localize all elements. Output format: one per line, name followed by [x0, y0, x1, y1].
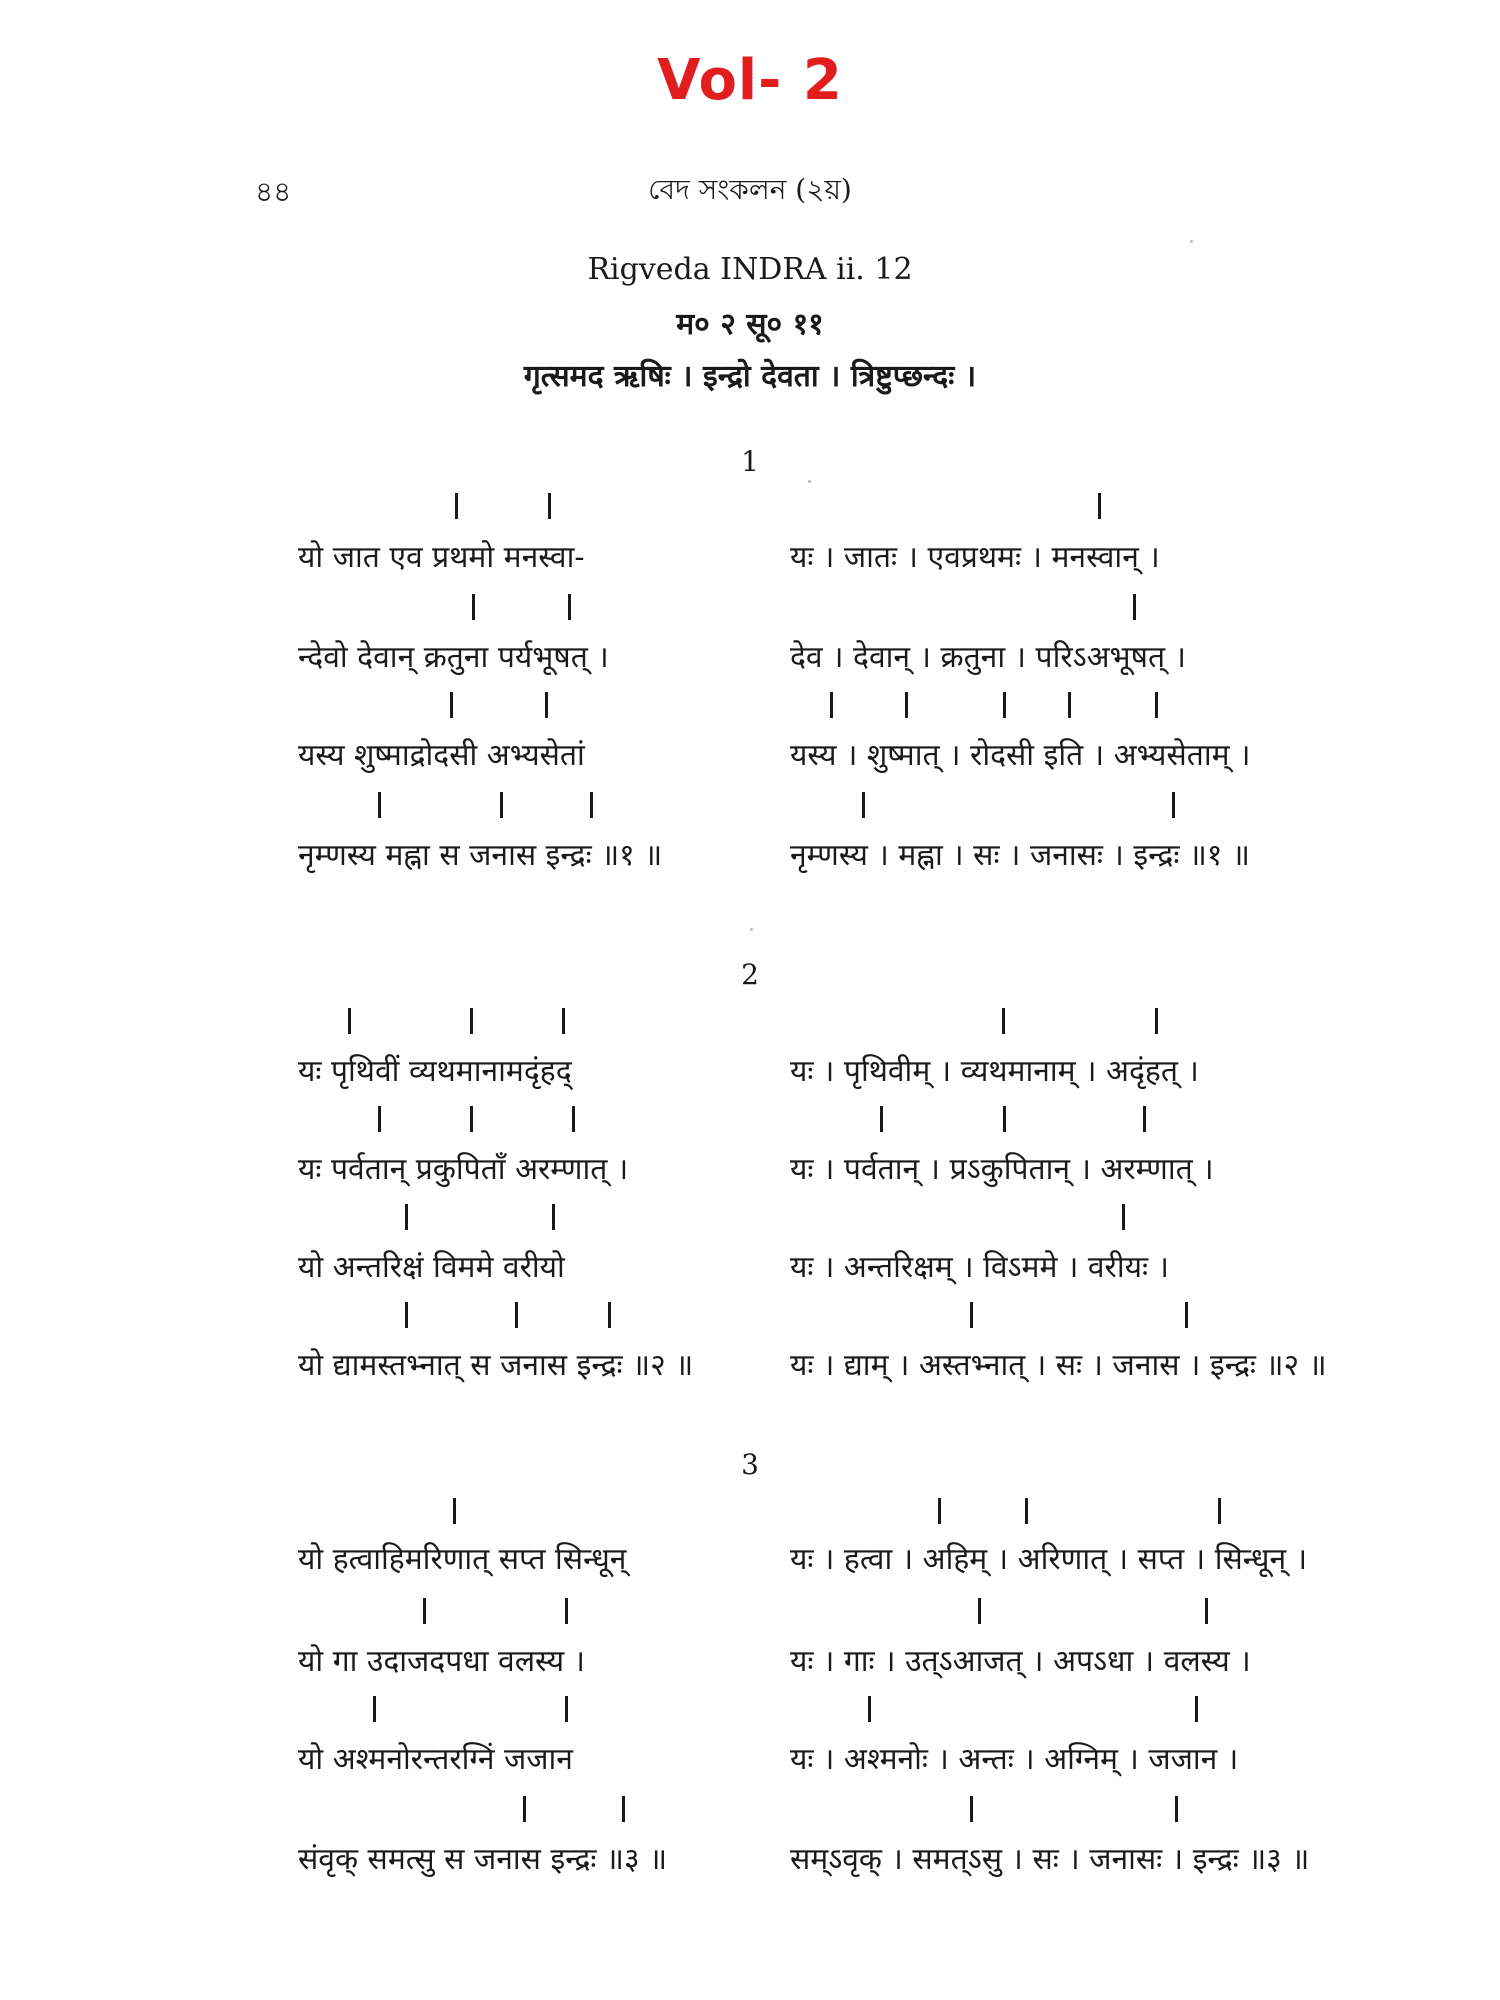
svarita-mark	[545, 692, 548, 718]
svarita-mark	[548, 493, 551, 519]
verse-line-samhita: संवृक् समत्सु स जनास इन्द्रः ॥३ ॥	[298, 1842, 668, 1877]
svarita-mark	[450, 692, 453, 718]
svarita-mark	[1155, 1008, 1158, 1034]
svarita-mark	[500, 792, 503, 818]
verse-line-samhita: यः पृथिवीं व्यथमानामदृंहद्	[298, 1054, 572, 1089]
verse-line-padapatha: देव । देवान् । क्रतुना । परिऽअभूषत् ।	[790, 640, 1186, 675]
svarita-mark	[470, 1008, 473, 1034]
verse-line-padapatha: यस्य । शुष्मात् । रोदसी इति । अभ्यसेताम् ।	[790, 738, 1251, 773]
verse-number: 1	[741, 445, 759, 478]
svarita-mark	[905, 692, 908, 718]
running-head: বেদ সংকলন (২য়)	[648, 173, 852, 206]
svarita-mark	[1002, 1008, 1005, 1034]
verse-line-padapatha: यः । पृथिवीम् । व्यथमानाम् । अदृंहत् ।	[790, 1054, 1199, 1089]
svarita-mark	[472, 594, 475, 620]
svarita-mark	[590, 792, 593, 818]
verse-line-samhita: यो हत्वाहिमरिणात् सप्त सिन्धून्	[298, 1542, 627, 1577]
svarita-mark	[1143, 1106, 1146, 1132]
svarita-mark	[405, 1302, 408, 1328]
svarita-mark	[1195, 1696, 1198, 1722]
svarita-mark	[970, 1796, 973, 1822]
svarita-mark	[1205, 1598, 1208, 1624]
verse-line-samhita: यो अन्तरिक्षं विममे वरीयो	[298, 1250, 565, 1285]
svarita-mark	[378, 792, 381, 818]
svarita-mark	[1155, 692, 1158, 718]
verse-line-padapatha: यः । अन्तरिक्षम् । विऽममे । वरीयः ।	[790, 1250, 1169, 1285]
rishi-devata-chandas: गृत्समद ऋषिः । इन्द्रो देवता । त्रिष्टुप्छन्दः ।	[523, 359, 977, 394]
verse-line-samhita: यो द्यामस्तभ्नात् स जनास इन्द्रः ॥२ ॥	[298, 1348, 694, 1383]
svarita-mark	[1172, 792, 1175, 818]
verse-line-padapatha: नृम्णस्य । मह्ना । सः । जनासः । इन्द्रः ॥१ ॥	[790, 838, 1251, 873]
svarita-mark	[523, 1796, 526, 1822]
page-number: ৪৪	[255, 175, 292, 208]
svarita-mark	[453, 1498, 456, 1524]
svarita-mark	[455, 493, 458, 519]
svarita-mark	[868, 1696, 871, 1722]
sukta-reference: म० २ सू० ११	[676, 307, 824, 342]
verse-line-samhita: यो जात एव प्रथमो मनस्वा-	[298, 540, 585, 575]
verse-line-padapatha: यः । हत्वा । अहिम् । अरिणात् । सप्त । सिन्धून् ।	[790, 1542, 1308, 1577]
svarita-mark	[622, 1796, 625, 1822]
verse-line-padapatha: यः । गाः । उत्ऽआजत् । अपऽधा । वलस्य ।	[790, 1644, 1251, 1679]
svarita-mark	[1025, 1498, 1028, 1524]
verse-line-samhita: यः पर्वतान् प्रकुपिताँ अरम्णात् ।	[298, 1152, 629, 1187]
verse-line-padapatha: यः । द्याम् । अस्तभ्नात् । सः । जनास । इन्द्रः ॥२ ॥	[790, 1348, 1327, 1383]
svarita-mark	[1185, 1302, 1188, 1328]
print-speck	[1190, 240, 1193, 243]
svarita-mark	[862, 792, 865, 818]
svarita-mark	[1175, 1796, 1178, 1822]
svarita-mark	[572, 1106, 575, 1132]
svarita-mark	[1122, 1204, 1125, 1230]
svarita-mark	[405, 1204, 408, 1230]
svarita-mark	[978, 1598, 981, 1624]
svarita-mark	[1003, 692, 1006, 718]
svarita-mark	[552, 1204, 555, 1230]
svarita-mark	[1068, 692, 1071, 718]
verse-line-samhita: यो गा उदाजदपधा वलस्य ।	[298, 1644, 586, 1679]
svarita-mark	[562, 1008, 565, 1034]
svarita-mark	[423, 1598, 426, 1624]
svarita-mark	[565, 1598, 568, 1624]
svarita-mark	[1133, 594, 1136, 620]
svarita-mark	[373, 1696, 376, 1722]
svarita-mark	[608, 1302, 611, 1328]
svarita-mark	[515, 1302, 518, 1328]
volume-label: Vol- 2	[657, 48, 843, 113]
svarita-mark	[830, 692, 833, 718]
print-speck	[750, 928, 753, 931]
svarita-mark	[1218, 1498, 1221, 1524]
verse-line-samhita: न्देवो देवान् क्रतुना पर्यभूषत् ।	[298, 640, 609, 675]
print-speck	[808, 480, 811, 483]
verse-line-samhita: यो अश्मनोरन्तरग्निं जजान	[298, 1742, 573, 1777]
verse-line-padapatha: यः । जातः । एवप्रथमः । मनस्वान् ।	[790, 540, 1160, 575]
svarita-mark	[565, 1696, 568, 1722]
verse-line-padapatha: यः । अश्मनोः । अन्तः । अग्निम् । जजान ।	[790, 1742, 1239, 1777]
svarita-mark	[378, 1106, 381, 1132]
verse-number: 3	[741, 1448, 759, 1481]
verse-number: 2	[741, 958, 759, 991]
svarita-mark	[470, 1106, 473, 1132]
svarita-mark	[1098, 493, 1101, 519]
svarita-mark	[880, 1106, 883, 1132]
svarita-mark	[348, 1008, 351, 1034]
verse-line-samhita: नृम्णस्य मह्ना स जनास इन्द्रः ॥१ ॥	[298, 838, 663, 873]
svarita-mark	[970, 1302, 973, 1328]
svarita-mark	[1003, 1106, 1006, 1132]
svarita-mark	[568, 594, 571, 620]
hymn-title: Rigveda INDRA ii. 12	[587, 252, 913, 287]
svarita-mark	[938, 1498, 941, 1524]
verse-line-padapatha: सम्ऽवृक् । समत्ऽसु । सः । जनासः । इन्द्रः ॥३ ॥	[790, 1842, 1310, 1877]
verse-line-padapatha: यः । पर्वतान् । प्रऽकुपितान् । अरम्णात् ।	[790, 1152, 1214, 1187]
verse-line-samhita: यस्य शुष्माद्रोदसी अभ्यसेतां	[298, 738, 585, 773]
